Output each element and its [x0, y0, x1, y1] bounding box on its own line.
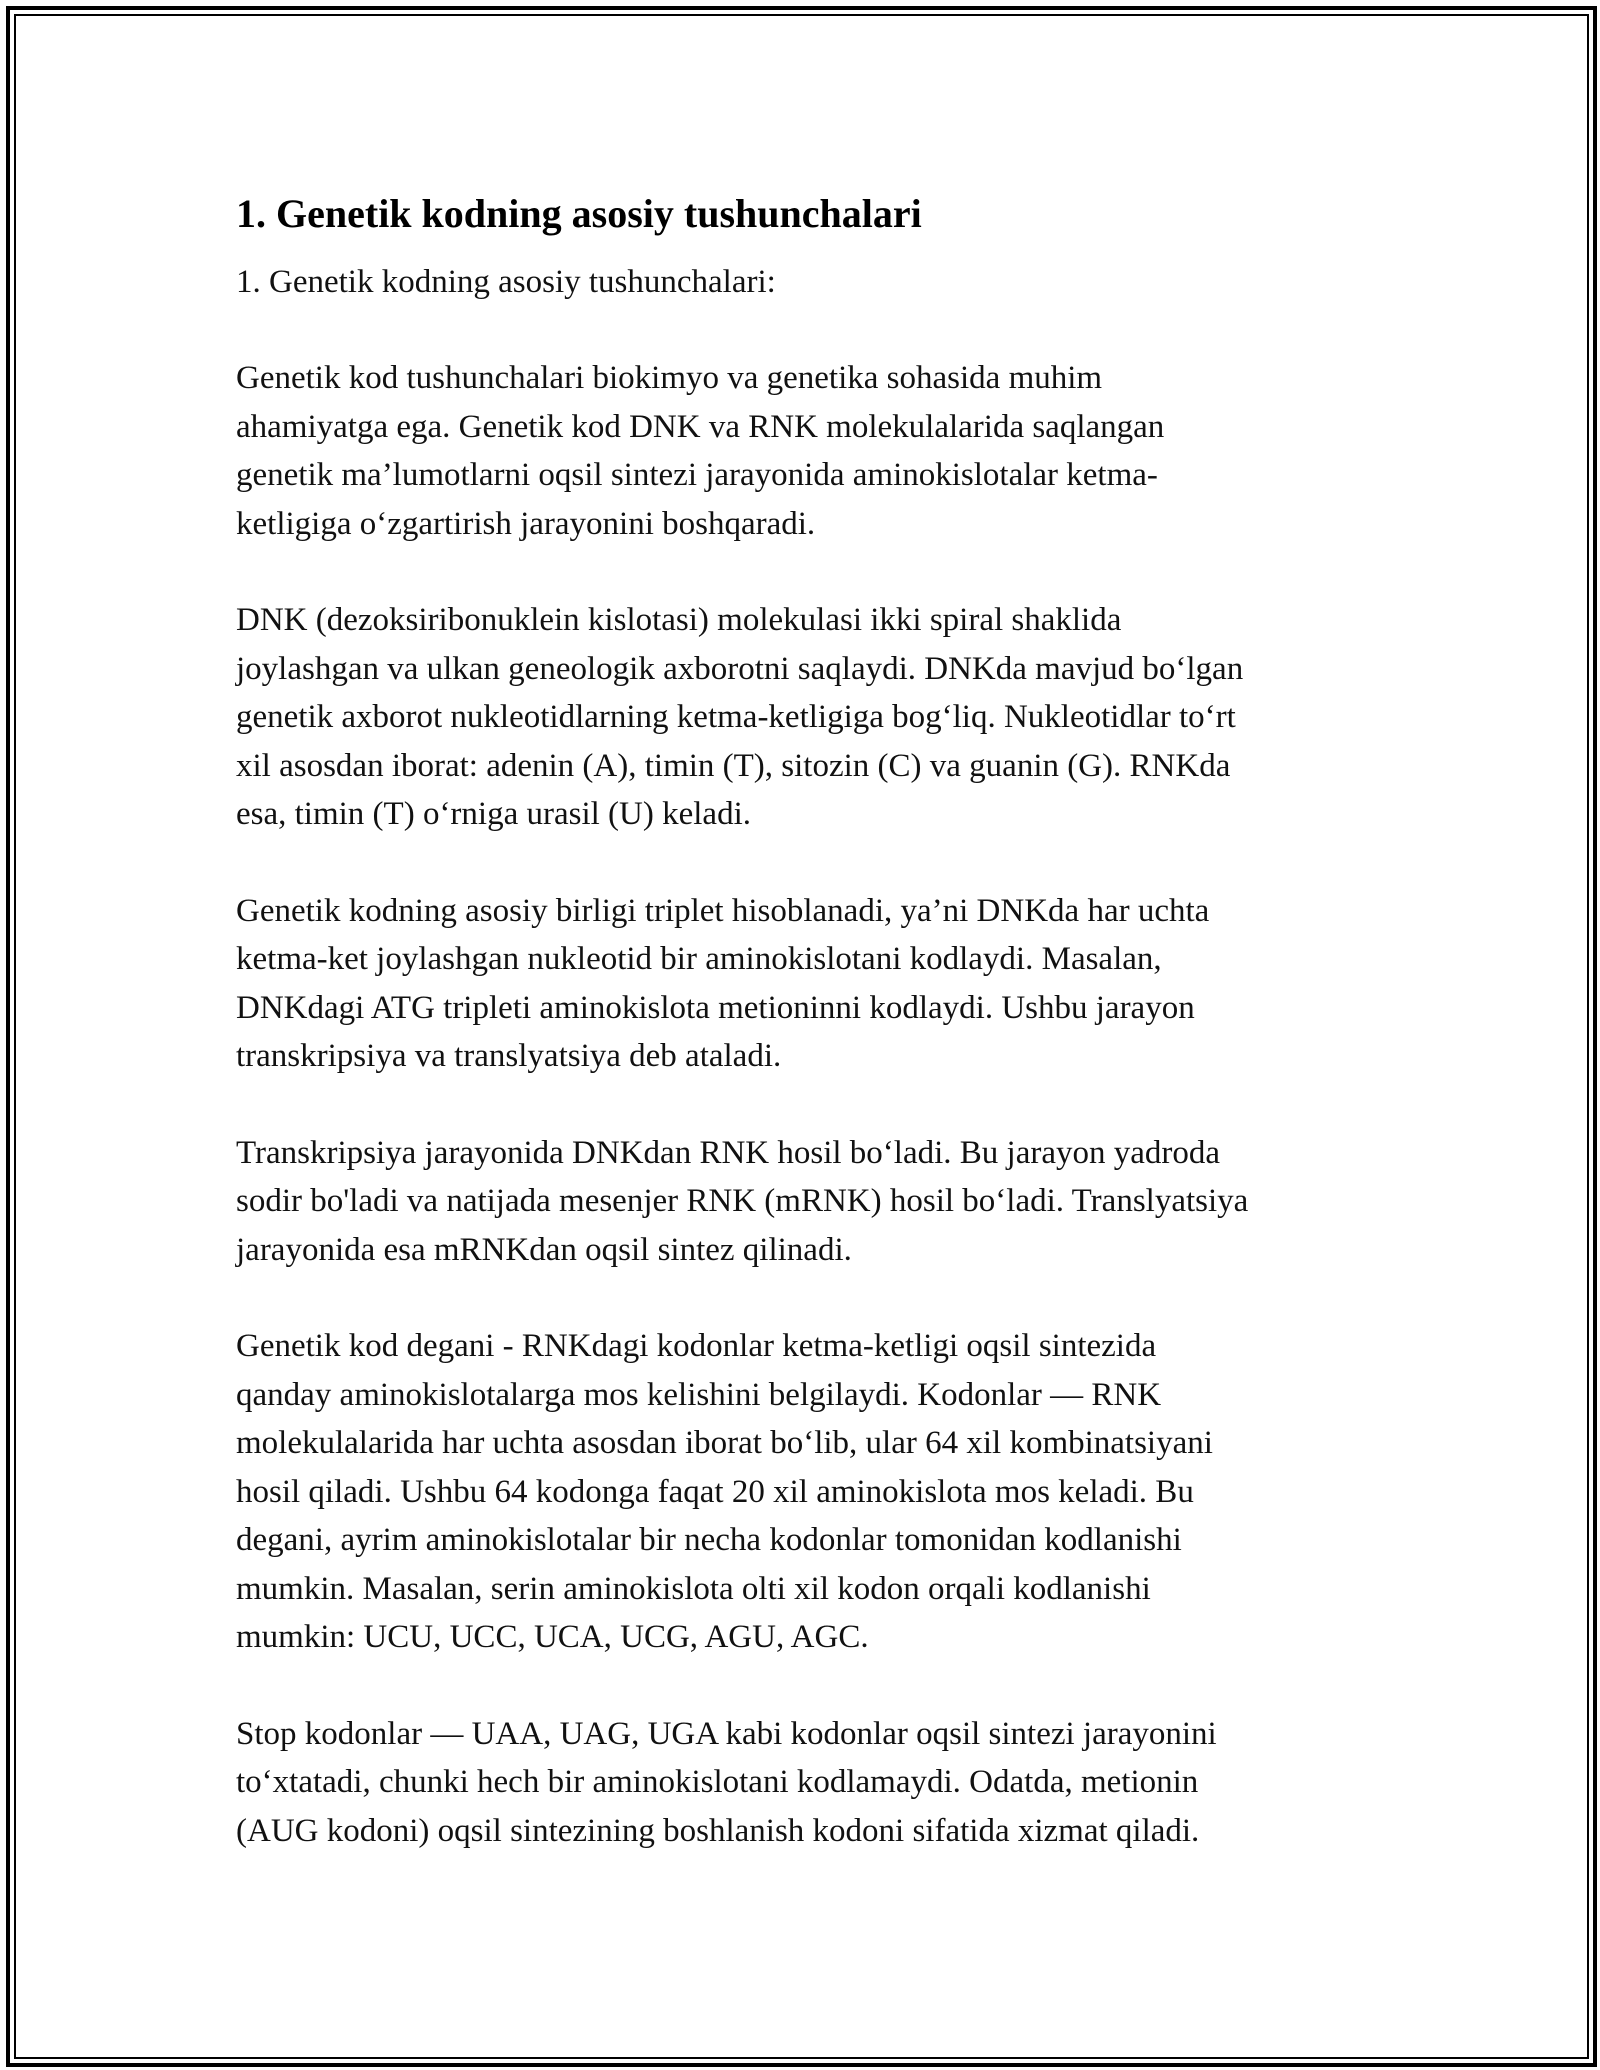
paragraph-line: transkripsiya va translyatsiya deb ataladi.	[236, 1038, 782, 1074]
paragraph	[236, 354, 1366, 548]
paragraph-line: genetik ma’lumotlarni oqsil sintezi jarayonida aminokislotalar ketma-	[236, 457, 1158, 493]
paragraph-line: jarayonida esa mRNKdan oqsil sintez qilinadi.	[236, 1231, 852, 1268]
paragraph-line: mumkin. Masalan, serin aminokislota olti xil kodon orqali kodlanishi	[236, 1570, 1151, 1607]
paragraph-line: ahamiyatga ega. Genetik kod DNK va RNK molekulalarida saqlangan	[236, 408, 1165, 445]
paragraph-line: degani, ayrim aminokislotalar bir necha kodonlar tomonidan kodlanishi	[236, 1522, 1182, 1558]
paragraph-line: joylashgan va ulkan geneologik axborotni saqlaydi. DNKda mavjud bo‘lgan	[236, 650, 1244, 687]
paragraph	[236, 887, 1366, 1081]
paragraph-line: Genetik kodning asosiy birligi triplet hisoblanadi, ya’ni DNKda har uchta	[236, 892, 1210, 929]
paragraph	[236, 1129, 1366, 1275]
paragraph-line: molekulalarida har uchta asosdan iborat bo‘lib, ular 64 xil kombinatsiyani	[236, 1425, 1213, 1461]
paragraph-line: mumkin: UCU, UCC, UCA, UCG, AGU, AGC.	[236, 1619, 869, 1655]
paragraph	[236, 1710, 1366, 1856]
paragraph-line: Genetik kod degani - RNKdagi kodonlar ketma-ketligi oqsil sintezida	[236, 1328, 1157, 1364]
paragraph-line: ketma-ket joylashgan nukleotid bir aminokislotani kodlaydi. Masalan,	[236, 941, 1162, 977]
paragraph	[236, 1322, 1366, 1662]
paragraphs-container	[236, 354, 1366, 1855]
paragraph	[236, 596, 1366, 839]
document-body	[236, 190, 1366, 1903]
paragraph-line: hosil qiladi. Ushbu 64 kodonga faqat 20 xil aminokislota mos keladi. Bu	[236, 1473, 1194, 1510]
paragraph-line: genetik axborot nukleotidlarning ketma-ketligiga bog‘liq. Nukleotidlar to‘rt	[236, 699, 1236, 735]
document-heading: 1. Genetik kodning asosiy tushunchalari	[236, 191, 922, 236]
paragraph-line: DNKdagi ATG tripleti aminokislota metioninni kodlaydi. Ushbu jarayon	[236, 989, 1195, 1026]
paragraph-line: Stop kodonlar — UAA, UAG, UGA kabi kodonlar oqsil sintezi jarayonini	[236, 1715, 1217, 1752]
paragraph-line: qanday aminokislotalarga mos kelishini belgilaydi. Kodonlar — RNK	[236, 1376, 1162, 1413]
paragraph-line: Transkripsiya jarayonida DNKdan RNK hosil bo‘ladi. Bu jarayon yadroda	[236, 1134, 1221, 1171]
paragraph-line: xil asosdan iborat: adenin (A), timin (T), sitozin (C) va guanin (G). RNKda	[236, 747, 1231, 784]
paragraph-line: DNK (dezoksiribonuklein kislotasi) molekulasi ikki spiral shaklida	[236, 602, 1122, 638]
intro-line: 1. Genetik kodning asosiy tushunchalari:	[236, 264, 776, 300]
paragraph-line: Genetik kod tushunchalari biokimyo va genetika sohasida muhim	[236, 360, 1103, 396]
paragraph-line: ketligiga o‘zgartirish jarayonini boshqaradi.	[236, 505, 816, 542]
paragraph-line: (AUG kodoni) oqsil sintezining boshlanish kodoni sifatida xizmat qiladi.	[236, 1812, 1200, 1849]
paragraph-line: esa, timin (T) o‘rniga urasil (U) keladi.	[236, 796, 751, 832]
paragraph-line: sodir bo'ladi va natijada mesenjer RNK (mRNK) hosil bo‘ladi. Translyatsiya	[236, 1183, 1249, 1219]
paragraph-line: to‘xtatadi, chunki hech bir aminokislotani kodlamaydi. Odatda, metionin	[236, 1764, 1199, 1800]
